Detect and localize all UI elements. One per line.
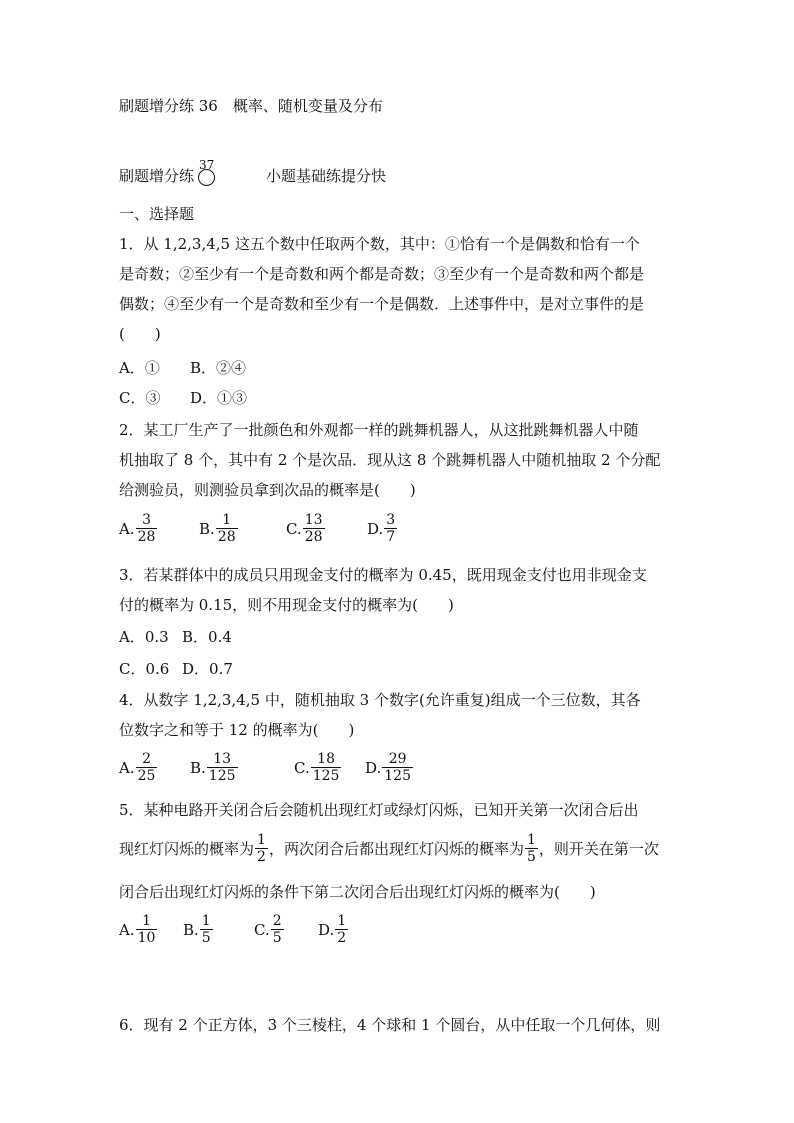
q4-option-b: B. $\frac{13}{125}$ [190, 751, 236, 784]
q3-line-1: 3．若某群体中的成员只用现金支付的概率为 0.45，既用现金支付也用非现金支 [119, 566, 647, 584]
q2-line-2: 机抽取了 8 个，其中有 2 个是次品．现从这 8 个跳舞机器人中随机抽取 2 个分配 [119, 451, 661, 469]
q3-option-a: A．0.3 [119, 628, 169, 646]
q3-option-b: B．0.4 [182, 628, 232, 646]
q2-line-3: 给测验员，则测验员拿到次品的概率是( ) [119, 481, 416, 499]
q1-option-a: A．① [119, 359, 160, 377]
q4-line-1: 4．从数字 1,2,3,4,5 中，随机抽取 3 个数字(允许重复)组成一个三位数，其各 [119, 691, 641, 709]
q4-option-c: C. $\frac{18}{125}$ [294, 751, 340, 784]
section-subtitle: 小题基础练提分快 [266, 167, 387, 185]
q1-line-4: ( ) [119, 325, 161, 343]
q5-option-d: D. $\frac{1}{2}$ [318, 913, 347, 946]
q5-option-b: B. $\frac{1}{5}$ [183, 913, 211, 946]
q4-option-a: A. $\frac{2}{25}$ [119, 751, 156, 784]
q5-option-c: C. $\frac{2}{5}$ [254, 913, 282, 946]
q5-option-a: A. $\frac{1}{10}$ [119, 913, 156, 946]
q5-fraction-second: $\frac{1}{5}$ [526, 832, 536, 865]
section-number-ring-icon [196, 158, 218, 187]
q1-option-b: B．②④ [190, 359, 247, 377]
q1-option-d: D．①③ [190, 389, 248, 407]
q2-option-c: C. $\frac{13}{28}$ [286, 512, 323, 545]
q3-line-2: 付的概率为 0.15，则不用现金支付的概率为( ) [119, 596, 454, 614]
q1-line-3: 偶数；④至少有一个是奇数和至少有一个是偶数．上述事件中，是对立事件的是 [119, 295, 645, 313]
q6-line-1: 6．现有 2 个正方体，3 个三棱柱，4 个球和 1 个圆台，从中任取一个几何体，则 [119, 1016, 661, 1034]
q3-option-c: C．0.6 [119, 660, 170, 678]
q5-fraction-first: $\frac{1}{2}$ [257, 832, 266, 865]
q2-line-1: 2．某工厂生产了一批颜色和外观都一样的跳舞机器人，从这批跳舞机器人中随 [119, 421, 639, 439]
section-prefix: 刷题增分练 [119, 167, 195, 185]
q5-line-1: 5．某种电路开关闭合后会随机出现红灯或绿灯闪烁，已知开关第一次闭合后出 [119, 801, 639, 819]
section-number: 37 [199, 158, 215, 172]
q2-option-d: D. $\frac{3}{7}$ [367, 512, 396, 545]
q2-option-b: B. $\frac{1}{28}$ [199, 512, 236, 545]
q4-line-2: 位数字之和等于 12 的概率为( ) [119, 721, 355, 739]
section-banner [119, 158, 387, 187]
q5-line-3: 闭合后出现红灯闪烁的条件下第二次闭合后出现红灯闪烁的概率为( ) [119, 883, 596, 901]
q2-option-a: A. $\frac{3}{28}$ [119, 512, 156, 545]
q5-line-2: 现红灯闪烁的概率为 $\frac{1}{2}$ ，两次闭合后都出现红灯闪烁的概率为 $\frac{1}{5}$ ，则开关在第一次 [119, 832, 659, 865]
q1-line-1: 1．从 1,2,3,4,5 这五个数中任取两个数，其中：①恰有一个是偶数和恰有一个 [119, 235, 640, 253]
q3-option-d: D．0.7 [182, 660, 233, 678]
section-heading: 一、选择题 [119, 205, 195, 223]
worksheet-title: 刷题增分练 36 概率、随机变量及分布 [119, 97, 383, 115]
q1-line-2: 是奇数；②至少有一个是奇数和两个都是奇数；③至少有一个是奇数和两个都是 [119, 265, 645, 283]
q4-option-d: D. $\frac{29}{125}$ [365, 751, 411, 784]
q1-option-c: C．③ [119, 389, 161, 407]
